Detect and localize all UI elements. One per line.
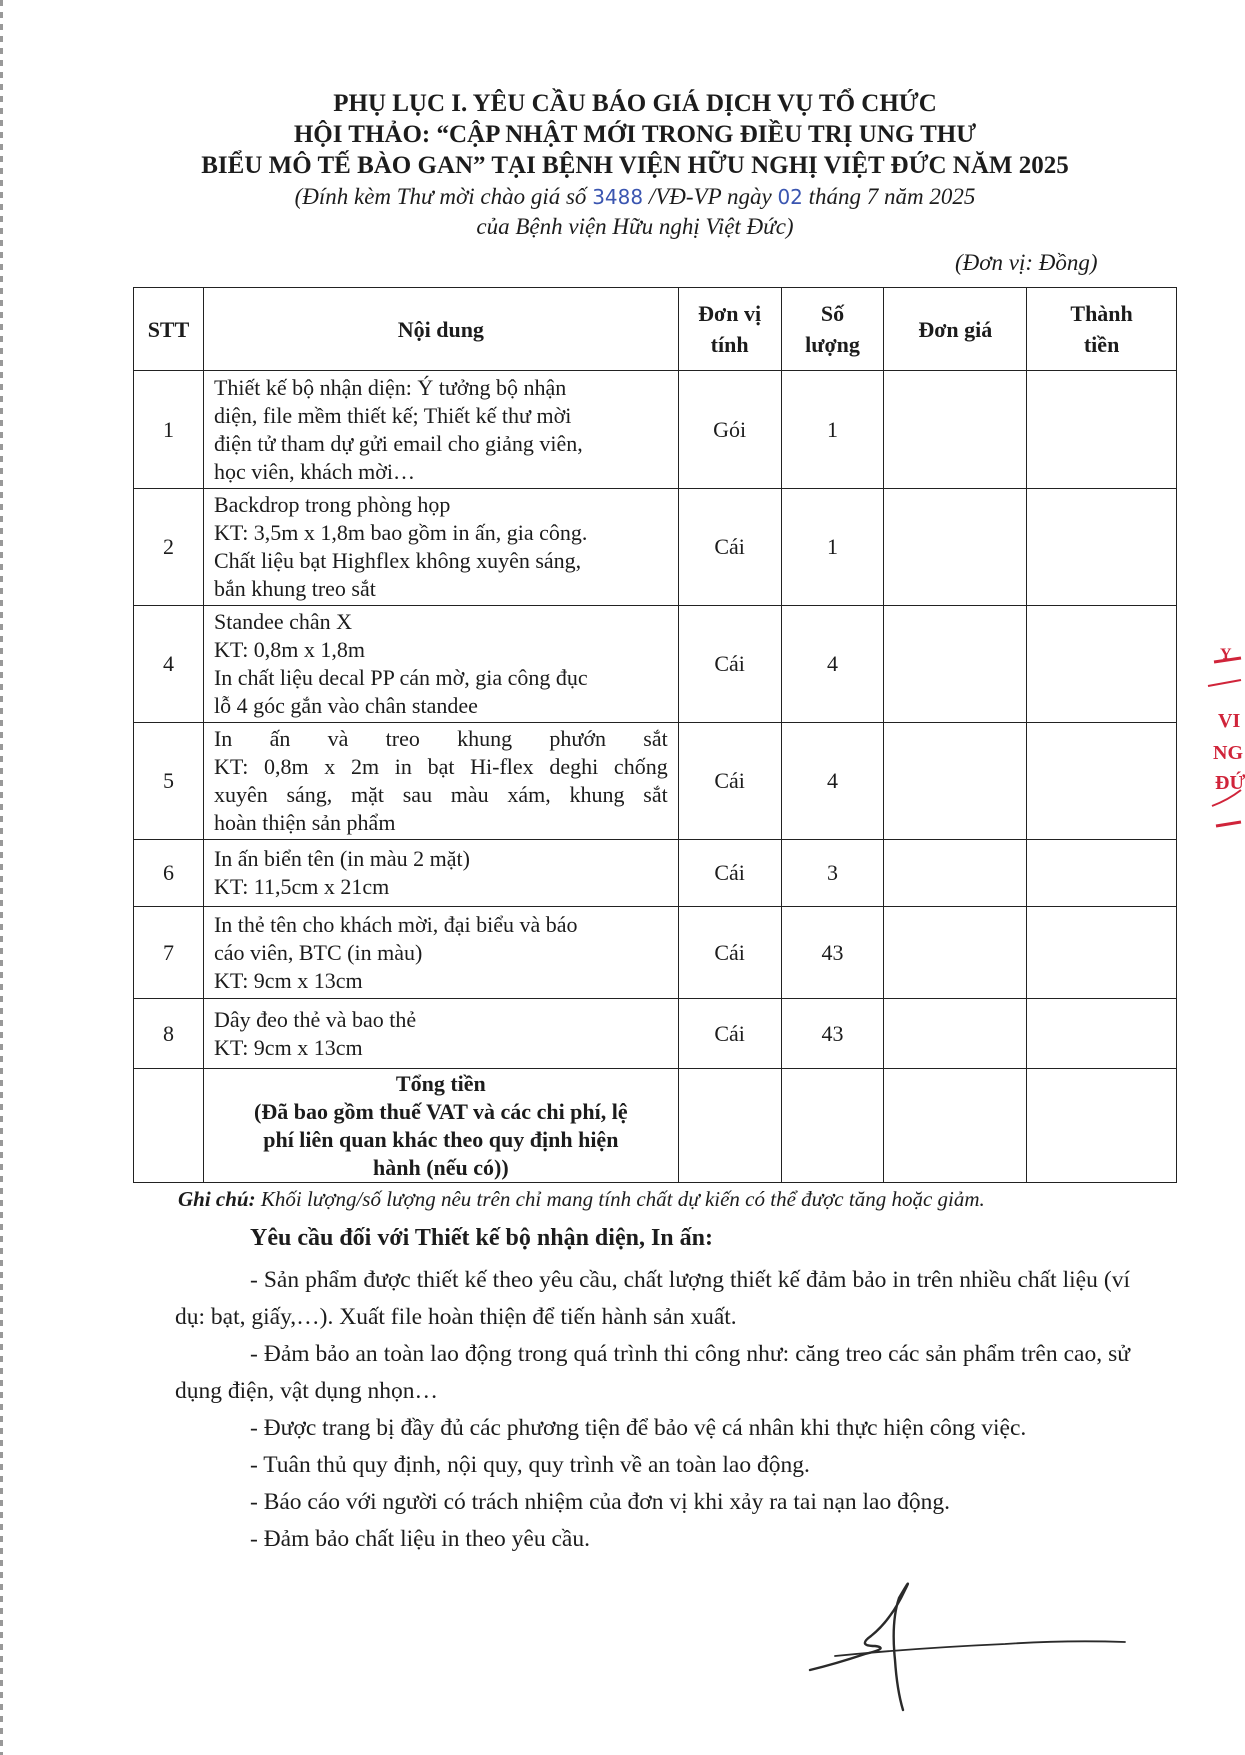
row-stt: 4 — [134, 606, 204, 723]
header-unit: Đơn vị tính — [678, 288, 781, 371]
table-row — [134, 606, 1177, 723]
row-quantity: 1 — [781, 489, 884, 606]
row-stt: 2 — [134, 489, 204, 606]
quotation-table — [133, 287, 1177, 1183]
row-unit: Cái — [678, 723, 781, 840]
row-stt: 6 — [134, 840, 204, 907]
requirement-item: - Đảm bảo chất liệu in theo yêu cầu. — [250, 1526, 590, 1552]
table-row — [134, 371, 1177, 489]
row-unit-price — [884, 723, 1027, 840]
row-unit: Cái — [678, 489, 781, 606]
row-unit-price — [884, 489, 1027, 606]
row-stt: 5 — [134, 723, 204, 840]
title-line-1: PHỤ LỤC I. YÊU CẦU BÁO GIÁ DỊCH VỤ TỔ CHỨC — [333, 90, 937, 117]
table-row — [134, 840, 1177, 907]
seal-text-1: Y — [1220, 646, 1232, 663]
total-row — [134, 1069, 1177, 1183]
row-quantity: 1 — [781, 371, 884, 489]
row-content: Dây đeo thẻ và bao thẻ KT: 9cm x 13cm — [203, 999, 678, 1069]
total-unit — [678, 1069, 781, 1183]
row-quantity: 43 — [781, 999, 884, 1069]
row-quantity: 3 — [781, 840, 884, 907]
table-header-row — [134, 288, 1177, 371]
row-content: In thẻ tên cho khách mời, đại biểu và báo cáo viên, BTC (in màu) KT: 9cm x 13cm — [203, 907, 678, 999]
document-title — [100, 88, 1170, 181]
currency-unit: (Đơn vị: Đồng) — [955, 250, 1098, 275]
row-unit: Cái — [678, 999, 781, 1069]
attach-prefix: (Đính kèm Thư mời chào giá số — [294, 184, 593, 209]
header-content: Nội dung — [203, 288, 678, 371]
attach-middle: /VĐ-VP ngày — [643, 184, 778, 209]
total-stt — [134, 1069, 204, 1183]
row-content: In ấn biển tên (in màu 2 mặt) KT: 11,5cm x 21cm — [203, 840, 678, 907]
row-unit-price — [884, 606, 1027, 723]
requirement-item: - Báo cáo với người có trách nhiệm của đơn vị khi xảy ra tai nạn lao động. — [250, 1489, 950, 1515]
total-quantity — [781, 1069, 884, 1183]
row-amount — [1027, 489, 1177, 606]
row-unit: Cái — [678, 840, 781, 907]
table-row — [134, 907, 1177, 999]
row-unit: Cái — [678, 606, 781, 723]
row-unit: Cái — [678, 907, 781, 999]
row-unit-price — [884, 371, 1027, 489]
requirement-item: - Sản phẩm được thiết kế theo yêu cầu, chất lượng thiết kế đảm bảo in trên nhiều chất liệu (ví dụ: bạt, giấy,…). Xuất file hoàn thiện để tiến hành sản xuất. — [175, 1267, 1130, 1330]
row-stt: 1 — [134, 371, 204, 489]
attachment-line-2: của Bệnh viện Hữu nghị Việt Đức) — [476, 214, 794, 239]
row-quantity: 4 — [781, 606, 884, 723]
row-amount — [1027, 907, 1177, 999]
handwritten-letter-number: 3488 — [592, 185, 644, 209]
requirement-item: - Đảm bảo an toàn lao động trong quá trình thi công như: căng treo các sản phẩm trên cao, sử dụng điện, vật dụng nhọn… — [175, 1341, 1130, 1404]
total-amount — [1027, 1069, 1177, 1183]
header-unit-price: Đơn giá — [884, 288, 1027, 371]
requirement-item: - Tuân thủ quy định, nội quy, quy trình về an toàn lao động. — [250, 1452, 810, 1478]
row-unit-price — [884, 999, 1027, 1069]
row-amount — [1027, 606, 1177, 723]
row-amount — [1027, 840, 1177, 907]
seal-text-4: ĐỨ — [1215, 772, 1245, 794]
red-seal-fragment — [1198, 646, 1245, 880]
row-amount — [1027, 999, 1177, 1069]
header-quantity: Số lượng — [781, 288, 884, 371]
row-quantity: 43 — [781, 907, 884, 999]
row-stt: 8 — [134, 999, 204, 1069]
note-label: Ghi chú: — [178, 1187, 256, 1211]
total-label: Tổng tiền (Đã bao gồm thuế VAT và các chi phí, lệ phí liên quan khác theo quy định hiện hành (nếu có)) — [203, 1069, 678, 1183]
attachment-line-1 — [100, 182, 1170, 212]
seal-text-3: NG — [1213, 742, 1243, 764]
requirements-title: Yêu cầu đối với Thiết kế bộ nhận diện, In ấn: — [250, 1225, 713, 1251]
row-content: Thiết kế bộ nhận diện: Ý tưởng bộ nhận diện, file mềm thiết kế; Thiết kế thư mời điện tử tham dự gửi email cho giảng viên, học viên, khách mời… — [203, 371, 678, 489]
table-row — [134, 489, 1177, 606]
row-unit-price — [884, 907, 1027, 999]
scan-edge — [0, 0, 3, 1755]
table-row — [134, 723, 1177, 840]
attach-suffix: tháng 7 năm 2025 — [802, 184, 976, 209]
row-stt: 7 — [134, 907, 204, 999]
row-content: Standee chân X KT: 0,8m x 1,8m In chất liệu decal PP cán mờ, gia công đục lỗ 4 góc gắn vào chân standee — [203, 606, 678, 723]
row-unit: Gói — [678, 371, 781, 489]
row-quantity: 4 — [781, 723, 884, 840]
row-amount — [1027, 723, 1177, 840]
handwritten-letter-day: 02 — [777, 185, 803, 209]
row-content: Backdrop trong phòng họp KT: 3,5m x 1,8m bao gồm in ấn, gia công. Chất liệu bạt Highflex không xuyên sáng, bắn khung treo sắt — [203, 489, 678, 606]
requirements-list — [175, 1262, 1130, 1558]
row-content: In ấn và treo khung phướn sắt KT: 0,8m x 2m in bạt Hi-flex deghi chống xuyên sáng, mặt sau màu xám, khung sắt hoàn thiện sản phẩm — [203, 723, 678, 840]
handwritten-signature — [795, 1560, 1135, 1720]
total-unit-price — [884, 1069, 1027, 1183]
attachment-reference — [100, 182, 1170, 242]
table-row — [134, 999, 1177, 1069]
seal-strokes — [1198, 650, 1241, 880]
row-amount — [1027, 371, 1177, 489]
note-text: Khối lượng/số lượng nêu trên chỉ mang tính chất dự kiến có thể được tăng hoặc giảm. — [255, 1187, 985, 1211]
header-stt: STT — [134, 288, 204, 371]
title-line-3: BIỂU MÔ TẾ BÀO GAN” TẠI BỆNH VIỆN HỮU NGHỊ VIỆT ĐỨC NĂM 2025 — [201, 152, 1069, 179]
row-unit-price — [884, 840, 1027, 907]
title-line-2: HỘI THẢO: “CẬP NHẬT MỚI TRONG ĐIỀU TRỊ UNG THƯ — [293, 121, 977, 148]
requirement-item: - Được trang bị đầy đủ các phương tiện để bảo vệ cá nhân khi thực hiện công việc. — [250, 1415, 1027, 1441]
table-note — [178, 1187, 985, 1212]
seal-text-2: VI — [1218, 710, 1241, 732]
header-amount: Thành tiền — [1027, 288, 1177, 371]
